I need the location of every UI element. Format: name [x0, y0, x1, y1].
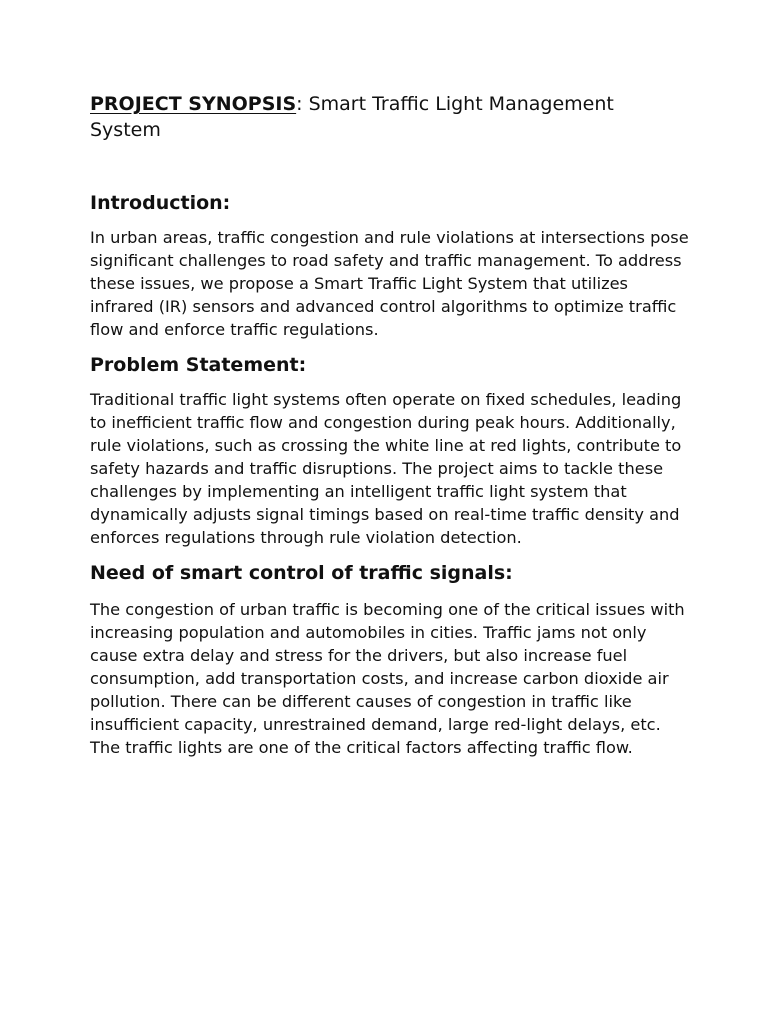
title-label: PROJECT SYNOPSIS: [90, 93, 297, 115]
introduction-paragraph: In urban areas, traffic congestion and rule violations at intersections pose significant challenges to road safety and traffic management. To address these issues, we propose a Smart Traffic Light System that utilizes infrared (IR) sensors and advanced control algorithms to optimize traffic flow and enforce traffic regulations.: [90, 228, 689, 339]
problem-statement-heading: Problem Statement:: [90, 354, 307, 376]
document-title: [90, 91, 690, 143]
title-text: Smart Traffic Light Management System: [90, 93, 614, 141]
document-page: [90, 91, 690, 759]
need-of-smart-control-heading: Need of smart control of traffic signals:: [90, 562, 513, 584]
title-separator: :: [296, 93, 309, 115]
problem-statement-paragraph: Traditional traffic light systems often operate on fixed schedules, leading to inefficient traffic flow and congestion during peak hours. Additionally, rule violations, such as crossing the white line at red lights, contribute to safety hazards and traffic disruptions. The project aims to tackle these challenges by implementing an intelligent traffic light system that dynamically adjusts signal timings based on real-time traffic density and enforces regulations through rule violation detection.: [90, 390, 682, 547]
introduction-heading: Introduction:: [90, 192, 231, 214]
need-of-smart-control-paragraph: The congestion of urban traffic is becoming one of the critical issues with increasing population and automobiles in cities. Traffic jams not only cause extra delay and stress for the drivers, but also increase fuel consumption, add transportation costs, and increase carbon dioxide air pollution. There can be different causes of congestion in traffic like insufficient capacity, unrestrained demand, large red-light delays, etc. The traffic lights are one of the critical factors affecting traffic flow.: [90, 600, 685, 757]
